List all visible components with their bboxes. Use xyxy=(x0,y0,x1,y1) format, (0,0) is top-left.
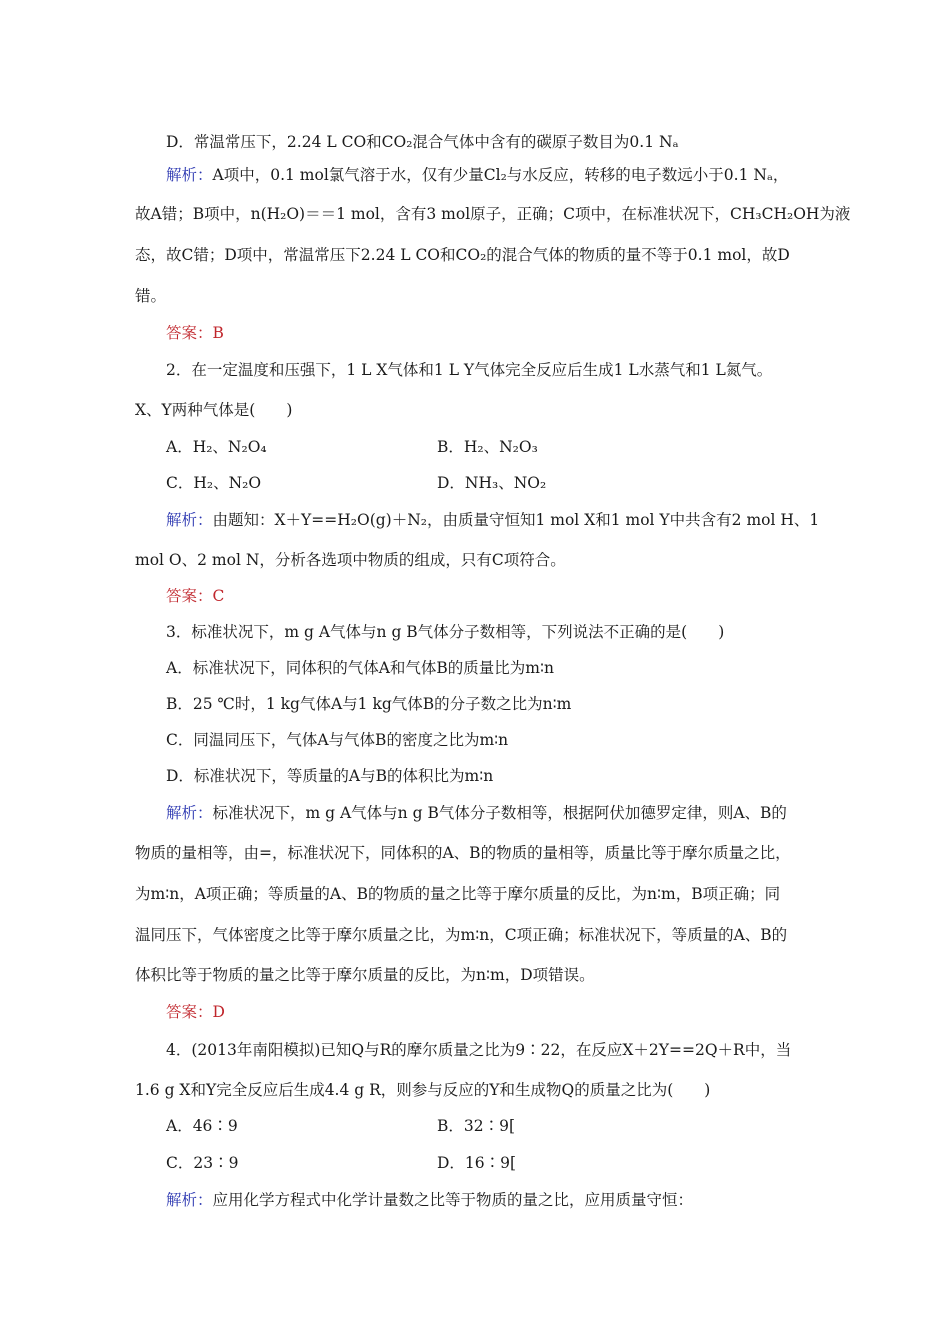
q4-option-c: C．23∶9 xyxy=(166,1154,239,1172)
q1-analysis-label: 解析： xyxy=(166,166,213,184)
q4-option-a: A．46∶9 xyxy=(166,1117,238,1135)
q4-analysis-label: 解析： xyxy=(166,1191,213,1209)
q2-stem-line-1: 2．在一定温度和压强下，1 L X气体和1 L Y气体完全反应后生成1 L水蒸气和1 L氮气。 xyxy=(166,361,773,379)
q3-analysis-line-3: 为m∶n，A项正确；等质量的A、B的物质的量之比等于摩尔质量的反比，为n∶m，B项正确；同 xyxy=(135,885,781,903)
q2-option-b: B．H₂、N₂O₃ xyxy=(437,438,538,456)
q1-option-d: D．常温常压下，2.24 L CO和CO₂混合气体中含有的碳原子数目为0.1 Nₐ xyxy=(166,133,679,151)
q3-analysis-line-5: 体积比等于物质的量之比等于摩尔质量的反比，为n∶m，D项错误。 xyxy=(135,966,595,984)
q1-analysis-line-1: 解析：A项中，0.1 mol氯气溶于水，仅有少量Cl₂与水反应，转移的电子数远小于0.1 Nₐ， xyxy=(166,166,789,184)
q3-analysis-line-2: 物质的量相等，由=，标准状况下，同体积的A、B的物质的量相等，质量比等于摩尔质量之比， xyxy=(135,844,791,862)
q4-option-d: D．16∶9[ xyxy=(437,1154,517,1172)
q1-analysis-line-2: 故A错；B项中，n(H₂O)＝＝1 mol，含有3 mol原子，正确；C项中，在标准状况下，CH₃CH₂OH为液 xyxy=(135,205,851,223)
q1-answer: 答案：B xyxy=(166,324,224,342)
q4-stem-line-2: 1.6 g X和Y完全反应后生成4.4 g R，则参与反应的Y和生成物Q的质量之比为( ) xyxy=(135,1081,711,1099)
q4-option-b: B．32∶9[ xyxy=(437,1117,516,1135)
q3-option-d: D．标准状况下，等质量的A与B的体积比为m∶n xyxy=(166,767,494,785)
q3-analysis-line-4: 温同压下，气体密度之比等于摩尔质量之比，为m∶n，C项正确；标准状况下，等质量的A、B的 xyxy=(135,926,788,944)
q2-option-c: C．H₂、N₂O xyxy=(166,474,262,492)
q2-analysis-line-2: mol O、2 mol N，分析各选项中物质的组成，只有C项符合。 xyxy=(135,551,566,569)
q3-analysis-line-1: 解析：标准状况下，m g A气体与n g B气体分子数相等，根据阿伏加德罗定律，则A、B的 xyxy=(166,804,787,822)
q2-answer: 答案：C xyxy=(166,587,225,605)
q2-analysis-label: 解析： xyxy=(166,511,213,529)
q3-option-b: B．25 ℃时，1 kg气体A与1 kg气体B的分子数之比为n∶m xyxy=(166,695,572,713)
q3-option-a: A．标准状况下，同体积的气体A和气体B的质量比为m∶n xyxy=(166,659,554,677)
q2-option-d: D．NH₃、NO₂ xyxy=(437,474,547,492)
q2-stem-line-2: X、Y两种气体是( ) xyxy=(135,401,293,419)
q4-stem-line-1: 4．(2013年南阳模拟)已知Q与R的摩尔质量之比为9∶22，在反应X＋2Y==2Q＋R中，当 xyxy=(166,1041,792,1059)
q3-answer: 答案：D xyxy=(166,1003,225,1021)
q3-option-c: C．同温同压下，气体A与气体B的密度之比为m∶n xyxy=(166,731,509,749)
q2-option-a: A．H₂、N₂O₄ xyxy=(166,438,267,456)
q1-analysis-line-3: 态，故C错；D项中，常温常压下2.24 L CO和CO₂的混合气体的物质的量不等于0.1 mol，故D xyxy=(135,246,790,264)
q2-analysis-line-1: 解析：由题知：X＋Y==H₂O(g)＋N₂，由质量守恒知1 mol X和1 mol Y中共含有2 mol H、1 xyxy=(166,511,820,529)
q3-analysis-label: 解析： xyxy=(166,804,213,822)
q3-stem: 3．标准状况下，m g A气体与n g B气体分子数相等，下列说法不正确的是( ) xyxy=(166,623,725,641)
q4-analysis-line-1: 解析：应用化学方程式中化学计量数之比等于物质的量之比，应用质量守恒： xyxy=(166,1191,694,1209)
q1-analysis-line-4: 错。 xyxy=(135,287,167,305)
